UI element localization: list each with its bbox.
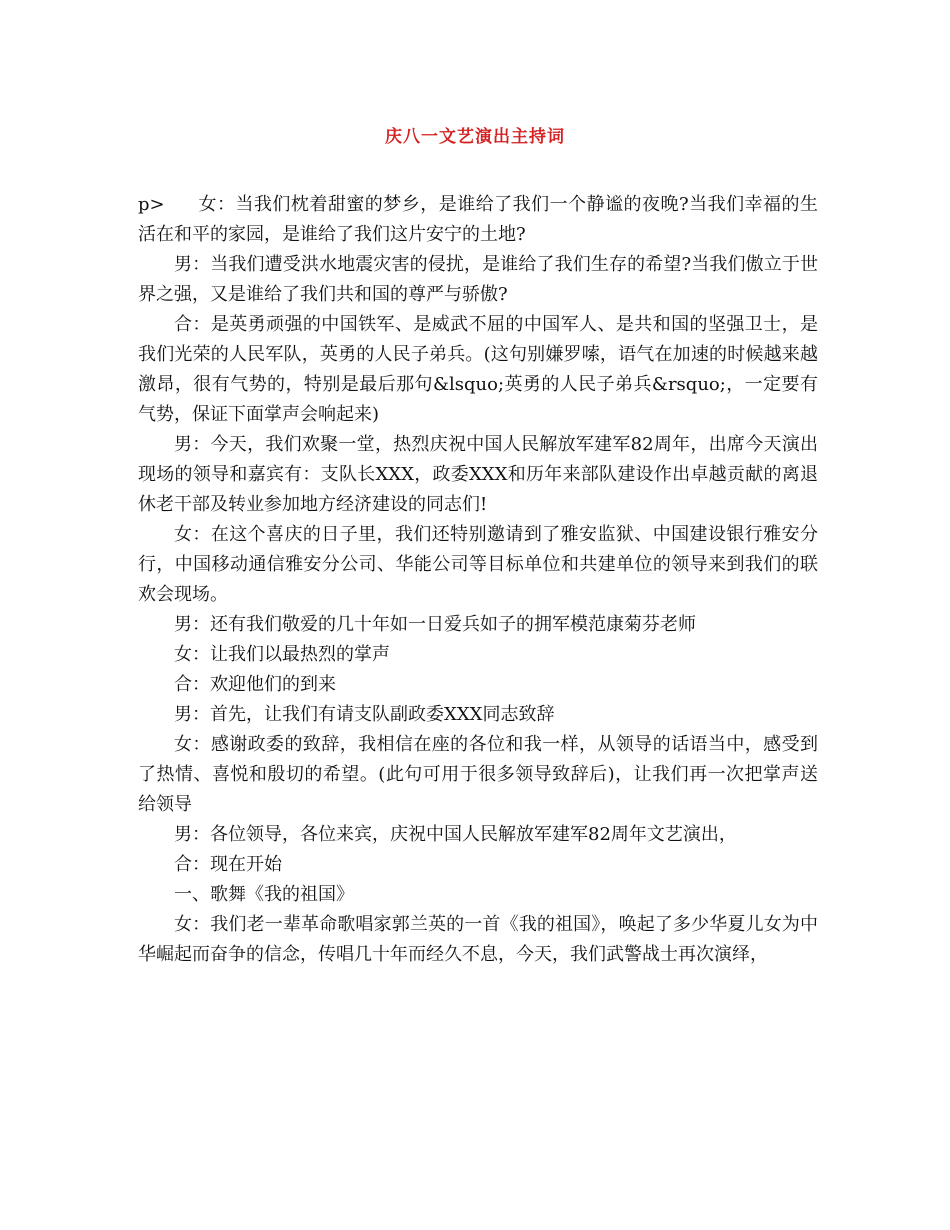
paragraph-11: 男：各位领导，各位来宾，庆祝中国人民解放军建军82周年文艺演出， — [174, 824, 737, 845]
paragraph-1 — [138, 190, 818, 250]
paragraph-6: 男：还有我们敬爱的几十年如一日爱兵如子的拥军模范康菊芬老师 — [174, 614, 696, 635]
paragraph-13: 女：我们老一辈革命歌唱家郭兰英的一首《我的祖国》，唤起了多少华夏儿女为中华崛起而奋争的信念，传唱几十年而经久不息，今天，我们武警战士再次演绎， — [138, 914, 818, 965]
paragraph-lead-marker: p> — [138, 194, 165, 215]
paragraph-7: 女：让我们以最热烈的掌声 — [174, 644, 390, 665]
paragraph-2: 男：当我们遭受洪水地震灾害的侵扰，是谁给了我们生存的希望?当我们傲立于世界之强，又是谁给了我们共和国的尊严与骄傲? — [138, 254, 818, 305]
section-heading-1: 一、歌舞《我的祖国》 — [174, 884, 354, 905]
document-title: 庆八一文艺演出主持词 — [385, 127, 565, 147]
paragraph-4: 男：今天，我们欢聚一堂，热烈庆祝中国人民解放军建军82周年，出席今天演出现场的领导和嘉宾有：支队长XXX，政委XXX和历年来部队建设作出卓越贡献的离退休老干部及转业参加地方经济建设的同志们! — [138, 434, 818, 515]
paragraph-1-text: 女：当我们枕着甜蜜的梦乡，是谁给了我们一个静谧的夜晚?当我们幸福的生活在和平的家园，是谁给了我们这片安宁的土地? — [138, 194, 818, 245]
paragraph-12: 合：现在开始 — [174, 854, 282, 875]
paragraph-10: 女：感谢政委的致辞，我相信在座的各位和我一样，从领导的话语当中，感受到了热情、喜悦和殷切的希望。(此句可用于很多领导致辞后)，让我们再一次把掌声送给领导 — [138, 734, 818, 815]
paragraph-8: 合：欢迎他们的到来 — [174, 674, 336, 695]
paragraph-3: 合：是英勇顽强的中国铁军、是威武不屈的中国军人、是共和国的坚强卫士，是我们光荣的人民军队，英勇的人民子弟兵。(这句别嫌罗嗦，语气在加速的时候越来越激昂，很有气势的，特别是最后那句&lsquo;英勇的人民子弟兵&rsquo;，一定要有气势，保证下面掌声会响起来) — [138, 314, 818, 425]
document-body — [138, 190, 818, 970]
paragraph-9: 男：首先，让我们有请支队副政委XXX同志致辞 — [174, 704, 555, 725]
paragraph-5: 女：在这个喜庆的日子里，我们还特别邀请到了雅安监狱、中国建设银行雅安分行，中国移动通信雅安分公司、华能公司等目标单位和共建单位的领导来到我们的联欢会现场。 — [138, 524, 818, 605]
